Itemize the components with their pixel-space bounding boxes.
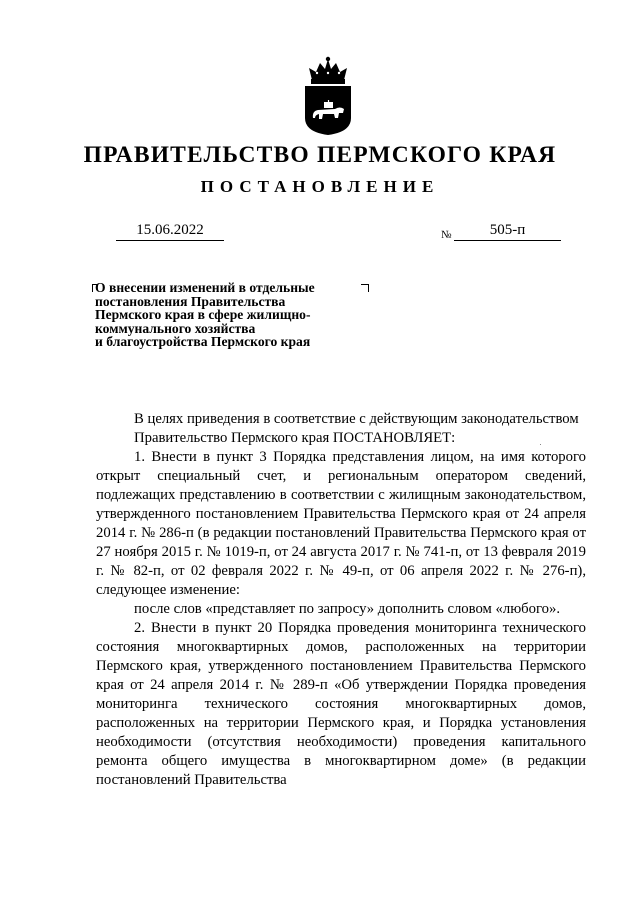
document-type: ПОСТАНОВЛЕНИЕ [200,177,440,196]
body-paragraph-item-2: 2. Внести в пункт 20 Порядка проведения мониторинга технического состояния многоквартирных домов, расположенных на территории Пермского края, утвержденного постановлением Правительства Пермского края от 24 апреля 2014 г. № 289-п «Об утверждении Порядка проведения мониторинга технического состояния многоквартирных домов, расположенных на территории Пермского края, и Порядка установления необходимости (отсутствия необходимости) проведения капитального ремонта общего имущества в многоквартирном доме» (в редакции постановлений Правительства [96,620,586,788]
government-title: ПРАВИТЕЛЬСТВО ПЕРМСКОГО КРАЯ [83,142,557,168]
document-subject [95,281,365,349]
body-paragraph-item-1: 1. Внести в пункт 3 Порядка представления лицом, на имя которого открыт специальный счет, и региональным оператором сведений, подлежащих представлению в соответствии с жилищным законодательством, утвержденного постановлением Правительства Пермского края от 24 апреля 2014 г. № 286-п (в редакции постановлений Правительства Пермского края от 27 ноября 2015 г. № 1019-п, от 24 августа 2017 г. № 741-п, от 13 февраля 2019 г. № 82-п, от 02 февраля 2022 г. № 49-п, от 06 апреля 2022 г. № 276-п), следующее изменение: [96,449,586,598]
subject-line: О внесении изменений в отдельные [95,280,315,295]
subject-line: и благоустройства Пермского края [95,334,311,350]
document-number: 505-п [454,222,561,241]
document-body [96,410,586,790]
scan-speck [540,444,541,445]
subject-line: коммунального хозяйства [95,320,256,336]
document-date: 15.06.2022 [116,222,224,241]
body-paragraph-item-1-change: после слов «представляет по запросу» дополнить словом «любого». [134,601,560,617]
subject-line: Пермского края в сфере жилищно- [95,307,311,323]
body-paragraph-intro: В целях приведения в соответствие с действующим законодательством [134,411,579,427]
perm-krai-coat-of-arms-icon [299,56,357,136]
body-paragraph-decree: Правительство Пермского края ПОСТАНОВЛЯЕТ: [134,430,456,446]
number-sign: № [441,229,452,241]
subject-line: постановления Правительства [95,293,286,309]
